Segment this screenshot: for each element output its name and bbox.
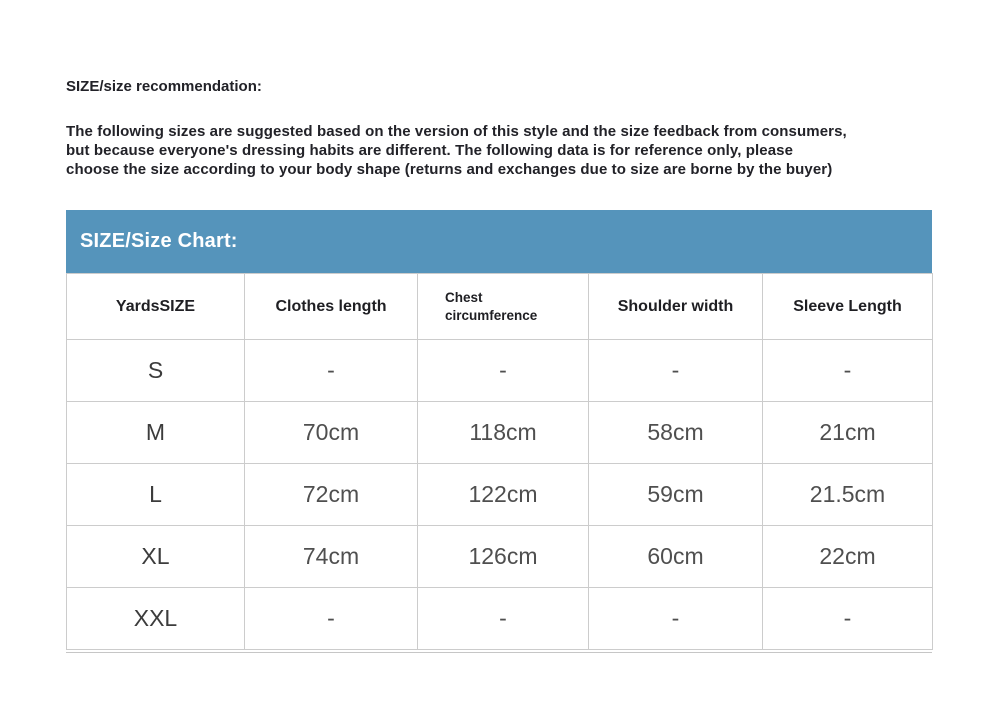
value-cell: - (589, 588, 763, 650)
size-chart-title: SIZE/Size Chart: (80, 230, 238, 252)
value-cell: 122cm (418, 464, 589, 526)
size-cell: L (67, 464, 245, 526)
page-content (66, 0, 932, 653)
table-row-l (67, 464, 933, 526)
value-cell: 58cm (589, 402, 763, 464)
size-cell: XL (67, 526, 245, 588)
size-table (66, 273, 933, 650)
value-cell: - (589, 340, 763, 402)
value-cell: 22cm (763, 526, 933, 588)
column-header-clothes-length: Clothes length (245, 274, 418, 340)
intro-line: choose the size according to your body shape (returns and exchanges due to size are borne by the buyer) (66, 161, 833, 178)
table-row-xl (67, 526, 933, 588)
value-cell: 74cm (245, 526, 418, 588)
page-heading: SIZE/size recommendation: (66, 78, 262, 95)
value-cell: 118cm (418, 402, 589, 464)
value-cell: 59cm (589, 464, 763, 526)
value-cell: 21.5cm (763, 464, 933, 526)
size-chart-title-bar (66, 210, 932, 273)
value-cell: 60cm (589, 526, 763, 588)
column-header-yards-size: YardsSIZE (67, 274, 245, 340)
intro-line: but because everyone's dressing habits are different. The following data is for reference only, please (66, 142, 794, 159)
value-cell: 21cm (763, 402, 933, 464)
table-header-row (67, 274, 933, 340)
column-header-shoulder-width: Shoulder width (589, 274, 763, 340)
column-header-sleeve-length: Sleeve Length (763, 274, 933, 340)
size-cell: S (67, 340, 245, 402)
column-header-chest-circumference (418, 274, 589, 340)
table-row-s (67, 340, 933, 402)
column-header-chest-circumference-label: Chest circumference (445, 289, 538, 323)
value-cell: - (763, 340, 933, 402)
value-cell: 126cm (418, 526, 589, 588)
table-row-m (67, 402, 933, 464)
value-cell: 70cm (245, 402, 418, 464)
size-cell: XXL (67, 588, 245, 650)
size-cell: M (67, 402, 245, 464)
table-row-xxl (67, 588, 933, 650)
value-cell: - (418, 588, 589, 650)
value-cell: - (245, 340, 418, 402)
table-bottom-divider (66, 652, 932, 653)
intro-line: The following sizes are suggested based on the version of this style and the size feedback from consumers, (66, 123, 847, 140)
value-cell: - (763, 588, 933, 650)
value-cell: - (245, 588, 418, 650)
value-cell: 72cm (245, 464, 418, 526)
value-cell: - (418, 340, 589, 402)
intro-paragraph (66, 122, 932, 179)
